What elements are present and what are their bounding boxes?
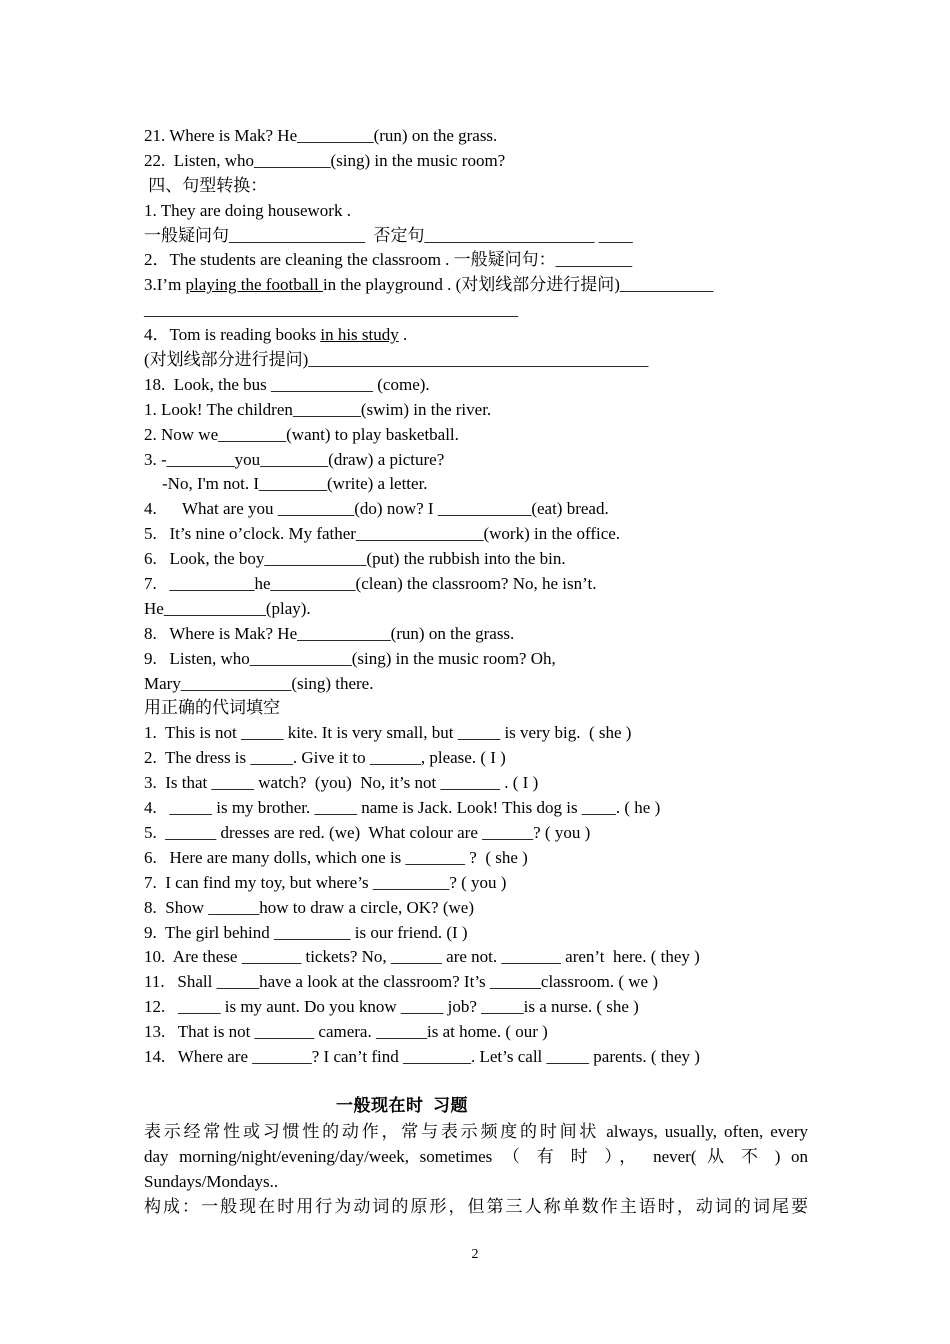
text-line: 14. Where are _______? I can’t find ________. Let’s call _____ parents. ( they ) — [144, 1046, 700, 1066]
text-line: 8. Where is Mak? He___________(run) on the grass. — [144, 623, 515, 643]
text-segment: . — [398, 325, 408, 345]
text-line: 6. Look, the boy____________(put) the rubbish into the bin. — [144, 549, 566, 569]
text-line: 6. Here are many dolls, which one is _______ ? ( she ) — [144, 847, 528, 867]
text-segment: in the playground . (对划线部分进行提问)___________ — [322, 275, 714, 295]
section-heading: 一般现在时 习题 — [336, 1095, 468, 1115]
text-line: 4. _____ is my brother. _____ name is Jack. Look! This dog is ____. ( he ) — [144, 798, 661, 818]
text-line: 3. Is that _____ watch? (you) No, it’s not _______ . ( I ) — [144, 773, 539, 793]
page-number: 2 — [471, 1247, 479, 1262]
text-line: Mary_____________(sing) there. — [144, 673, 374, 693]
paragraph-line: 构成：一般现在时用行为动词的原形，但第三人称单数作主语时，动词的词尾要 — [144, 1196, 808, 1216]
text-line: 9. Listen, who____________(sing) in the music room? Oh, — [144, 648, 556, 668]
underlined-text: in his study — [320, 325, 399, 345]
section-title: 四、句型转换： — [144, 175, 268, 195]
text-line: 7. I can find my toy, but where’s _________? ( you ) — [144, 872, 507, 892]
text-line: 7. __________he__________(clean) the classroom? No, he isn’t. — [144, 574, 597, 594]
text-line: 18. Look, the bus ____________ (come). — [144, 374, 430, 394]
text-line: 9. The girl behind _________ is our friend. (I ) — [144, 922, 468, 942]
paragraph-line: 表示经常性或习惯性的动作，常与表示频度的时间状 always, usually, often, every — [144, 1121, 808, 1141]
text-line: 一般疑问句________________ 否定句____________________ ____ — [144, 225, 633, 245]
text-segment: 3.I’m — [144, 275, 186, 295]
text-line: 12. _____ is my aunt. Do you know _____ job? _____is a nurse. ( she ) — [144, 997, 639, 1017]
text-line: 5. It’s nine o’clock. My father_______________(work) in the office. — [144, 524, 621, 544]
text-line: 4. What are you _________(do) now? I ___________(eat) bread. — [144, 499, 609, 519]
text-line: 8. Show ______how to draw a circle, OK? (we) — [144, 897, 474, 917]
text-line-underlined — [144, 323, 808, 348]
text-line: 11. Shall _____have a look at the classroom? It’s ______classroom. ( we ) — [144, 972, 658, 992]
text-line: 3. -________you________(draw) a picture? — [144, 449, 445, 469]
text-line-indented: -No, I'm not. I________(write) a letter. — [162, 474, 428, 494]
text-line: 5. ______ dresses are red. (we) What colour are ______? ( you ) — [144, 822, 591, 842]
underlined-text: playing the football — [185, 275, 323, 295]
text-line: (对划线部分进行提问)________________________________________ — [144, 350, 649, 370]
text-line: 2. Now we________(want) to play basketball. — [144, 424, 459, 444]
text-line: 10. Are these _______ tickets? No, ______ are not. _______ aren’t here. ( they ) — [144, 947, 700, 967]
text-line: 21. Where is Mak? He_________(run) on the grass. — [144, 126, 498, 145]
text-line: 1. They are doing housework . — [144, 200, 351, 220]
text-line: He____________(play). — [144, 598, 311, 618]
text-line: 13. That is not _______ camera. ______is at home. ( our ) — [144, 1022, 548, 1042]
text-line: 1. This is not _____ kite. It is very small, but _____ is very big. ( she ) — [144, 723, 632, 743]
text-line: 2．The students are cleaning the classroom . 一般疑问句：_________ — [144, 250, 633, 270]
text-segment: 4．Tom is reading books — [144, 325, 321, 345]
text-line: 1. Look! The children________(swim) in the river. — [144, 399, 492, 419]
text-line-underlined — [144, 273, 808, 298]
text-line: 2. The dress is _____. Give it to ______, please. ( I ) — [144, 748, 506, 768]
text-line: 22. Listen, who_________(sing) in the music room? — [144, 150, 506, 170]
answer-blank-line: ____________________________________________ — [144, 300, 518, 320]
paragraph-line: day morning/night/evening/day/week, sometimes （ 有 时 ）， never( 从 不 ) on — [144, 1146, 808, 1166]
paragraph-line: Sundays/Mondays.. — [144, 1171, 279, 1191]
section-title: 用正确的代词填空 — [144, 698, 280, 718]
document-page — [144, 124, 808, 1219]
